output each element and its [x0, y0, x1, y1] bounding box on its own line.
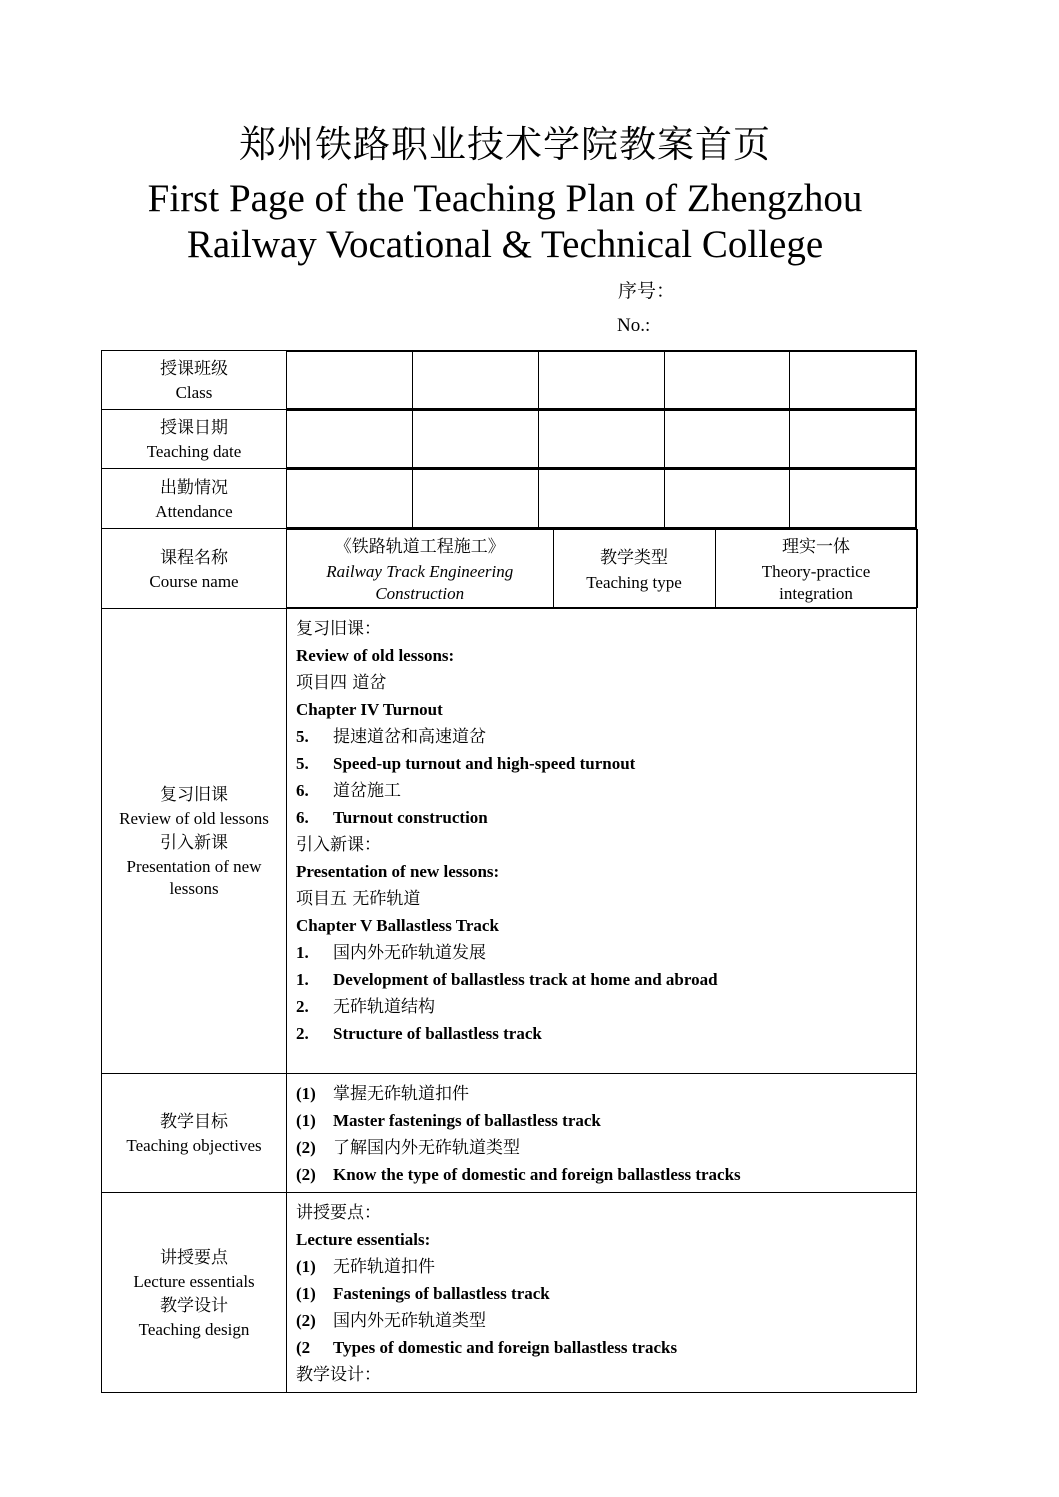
item-number: 1. — [296, 943, 309, 962]
course-name-en-line1: Railway Track Engineering — [326, 561, 514, 581]
item-text: Lecture essentials: — [296, 1230, 431, 1249]
objectives-content — [287, 1074, 917, 1193]
class-cell-5[interactable] — [790, 352, 916, 409]
content-line — [296, 615, 907, 642]
item-number: 6. — [296, 808, 309, 827]
content-line — [296, 1307, 907, 1334]
teaching-type-label-cn: 教学类型 — [600, 547, 668, 568]
content-line — [296, 1226, 907, 1253]
item-number: (2) — [296, 1311, 316, 1330]
item-text: Chapter V Ballastless Track — [296, 916, 499, 935]
review-label-cn: 复习旧课 — [160, 785, 228, 805]
content-line — [296, 804, 907, 831]
item-number: (2) — [296, 1165, 316, 1184]
item-text: 国内外无砟轨道发展 — [333, 943, 486, 963]
content-line — [296, 858, 907, 885]
content-line — [296, 1134, 907, 1161]
teaching-type-en-line1: Theory-practice — [761, 561, 871, 581]
new-lesson-label-cn: 引入新课 — [160, 833, 228, 853]
attendance-cell-5[interactable] — [790, 470, 916, 528]
teaching-plan-table — [101, 350, 917, 1393]
item-number: (2 — [296, 1338, 311, 1357]
item-text: 提速道岔和高速道岔 — [333, 727, 486, 747]
teaching-type-label — [553, 530, 715, 608]
attendance-label — [102, 469, 287, 529]
item-number: 2. — [296, 1024, 309, 1043]
content-line — [296, 1334, 907, 1361]
content-line — [296, 669, 907, 696]
objectives-label-cn: 教学目标 — [160, 1112, 228, 1132]
serial-number-label-cn: 序号： — [618, 280, 676, 302]
new-lesson-label-en-line2: lessons — [169, 879, 219, 898]
content-line — [296, 696, 907, 723]
item-text: Know the type of domestic and foreign ballastless tracks — [333, 1165, 741, 1184]
class-label-en: Class — [175, 383, 213, 402]
content-line — [296, 939, 907, 966]
item-text: 项目四 道岔 — [296, 673, 387, 693]
new-lesson-label-en-line1: Presentation of new — [126, 857, 262, 876]
date-label-cn: 授课日期 — [160, 418, 228, 438]
item-number: 1. — [296, 970, 309, 989]
content-line — [296, 966, 907, 993]
class-label-cn: 授课班级 — [160, 359, 228, 379]
date-cell-2[interactable] — [413, 411, 539, 468]
attendance-cell-4[interactable] — [664, 470, 790, 528]
item-text: Speed-up turnout and high-speed turnout — [333, 754, 636, 773]
item-number: (1) — [296, 1257, 316, 1276]
content-line — [296, 750, 907, 777]
attendance-cell-3[interactable] — [538, 470, 664, 528]
essentials-content — [287, 1193, 917, 1393]
page-title-en-line2: Railway Vocational & Technical College — [186, 223, 824, 266]
item-text: 道岔施工 — [333, 781, 401, 801]
course-name-en-line2: Construction — [375, 583, 465, 603]
teaching-type-value — [715, 530, 917, 608]
attendance-row — [102, 469, 917, 529]
attendance-label-en: Attendance — [155, 501, 233, 521]
item-number: (1) — [296, 1111, 316, 1130]
design-label-en: Teaching design — [138, 1319, 250, 1339]
class-cell-3[interactable] — [538, 352, 664, 409]
item-text: 教学设计： — [296, 1365, 381, 1385]
essentials-label — [102, 1193, 287, 1393]
item-text: 引入新课： — [296, 835, 381, 855]
item-text: Turnout construction — [333, 808, 488, 827]
date-row — [102, 410, 917, 469]
course-name-value — [287, 530, 553, 608]
item-number: (2) — [296, 1138, 316, 1157]
item-text: 国内外无砟轨道类型 — [333, 1311, 486, 1331]
serial-number-label-en: No.: — [617, 315, 651, 336]
item-text: Master fastenings of ballastless track — [333, 1111, 601, 1130]
course-name-label-cn: 课程名称 — [160, 547, 228, 568]
content-line — [296, 1253, 907, 1280]
item-number: 5. — [296, 727, 309, 746]
item-text: Review of old lessons: — [296, 646, 455, 665]
item-text: 复习旧课： — [296, 619, 381, 639]
content-line — [296, 831, 907, 858]
course-cells — [287, 529, 917, 609]
content-line — [296, 993, 907, 1020]
course-row — [102, 529, 917, 609]
page-title-en — [0, 176, 1010, 268]
content-line — [296, 777, 907, 804]
date-label-en: Teaching date — [146, 442, 242, 461]
date-cell-1[interactable] — [287, 411, 413, 468]
teaching-type-label-en: Teaching type — [586, 572, 682, 592]
teaching-type-en-line2: integration — [779, 583, 853, 603]
objectives-row — [102, 1074, 917, 1193]
date-cell-4[interactable] — [664, 411, 790, 468]
content-line — [296, 1080, 907, 1107]
course-name-label-en: Course name — [149, 571, 239, 591]
attendance-cells — [287, 469, 917, 529]
page-title-en-line1: First Page of the Teaching Plan of Zhengzhou — [147, 177, 863, 220]
attendance-cell-1[interactable] — [287, 470, 413, 528]
page-title-cn: 郑州铁路职业技术学院教案首页 — [239, 123, 771, 166]
content-line — [296, 1199, 907, 1226]
item-text: Structure of ballastless track — [333, 1024, 542, 1043]
course-name-cn: 《铁路轨道工程施工》 — [334, 536, 505, 557]
class-cell-4[interactable] — [664, 352, 790, 409]
content-line — [296, 1020, 907, 1047]
class-cell-1[interactable] — [287, 352, 413, 409]
item-text: 项目五 无砟轨道 — [296, 889, 421, 909]
item-text: Fastenings of ballastless track — [333, 1284, 550, 1303]
design-label-cn: 教学设计 — [160, 1295, 228, 1316]
objectives-label-en: Teaching objectives — [126, 1136, 262, 1155]
item-text: 掌握无砟轨道扣件 — [333, 1084, 469, 1104]
item-text: Types of domestic and foreign ballastless tracks — [333, 1338, 678, 1357]
objectives-label — [102, 1074, 287, 1193]
class-label — [102, 351, 287, 410]
content-line — [296, 1280, 907, 1307]
content-line — [296, 885, 907, 912]
attendance-cell-2[interactable] — [413, 470, 539, 528]
item-text: Development of ballastless track at home and abroad — [333, 970, 718, 989]
review-row — [102, 609, 917, 1074]
review-content — [287, 609, 917, 1074]
class-cells — [287, 351, 917, 410]
date-cell-3[interactable] — [538, 411, 664, 468]
essentials-row — [102, 1193, 917, 1393]
item-text: 无砟轨道结构 — [333, 997, 435, 1017]
content-line — [296, 912, 907, 939]
date-label — [102, 410, 287, 469]
class-cell-2[interactable] — [413, 352, 539, 409]
item-text: Chapter IV Turnout — [296, 700, 443, 719]
essentials-label-en: Lecture essentials — [133, 1271, 255, 1291]
item-text: 了解国内外无砟轨道类型 — [333, 1138, 520, 1158]
item-number: 6. — [296, 781, 309, 800]
review-label-en: Review of old lessons — [119, 809, 269, 828]
review-label — [102, 609, 287, 1074]
item-text: Presentation of new lessons: — [296, 862, 500, 881]
content-line — [296, 642, 907, 669]
item-number: (1) — [296, 1284, 316, 1303]
item-number: 5. — [296, 754, 309, 773]
item-number: 2. — [296, 997, 309, 1016]
item-number: (1) — [296, 1084, 316, 1103]
content-line — [296, 723, 907, 750]
attendance-label-cn: 出勤情况 — [160, 477, 228, 498]
date-cell-5[interactable] — [790, 411, 916, 468]
course-name-label — [102, 529, 287, 609]
item-text: 无砟轨道扣件 — [333, 1257, 435, 1277]
date-cells — [287, 410, 917, 469]
content-line — [296, 1361, 907, 1388]
item-text: 讲授要点： — [296, 1203, 381, 1223]
class-row — [102, 351, 917, 410]
content-line — [296, 1107, 907, 1134]
content-line — [296, 1161, 907, 1188]
teaching-type-cn: 理实一体 — [782, 536, 850, 557]
essentials-label-cn: 讲授要点 — [160, 1247, 228, 1268]
